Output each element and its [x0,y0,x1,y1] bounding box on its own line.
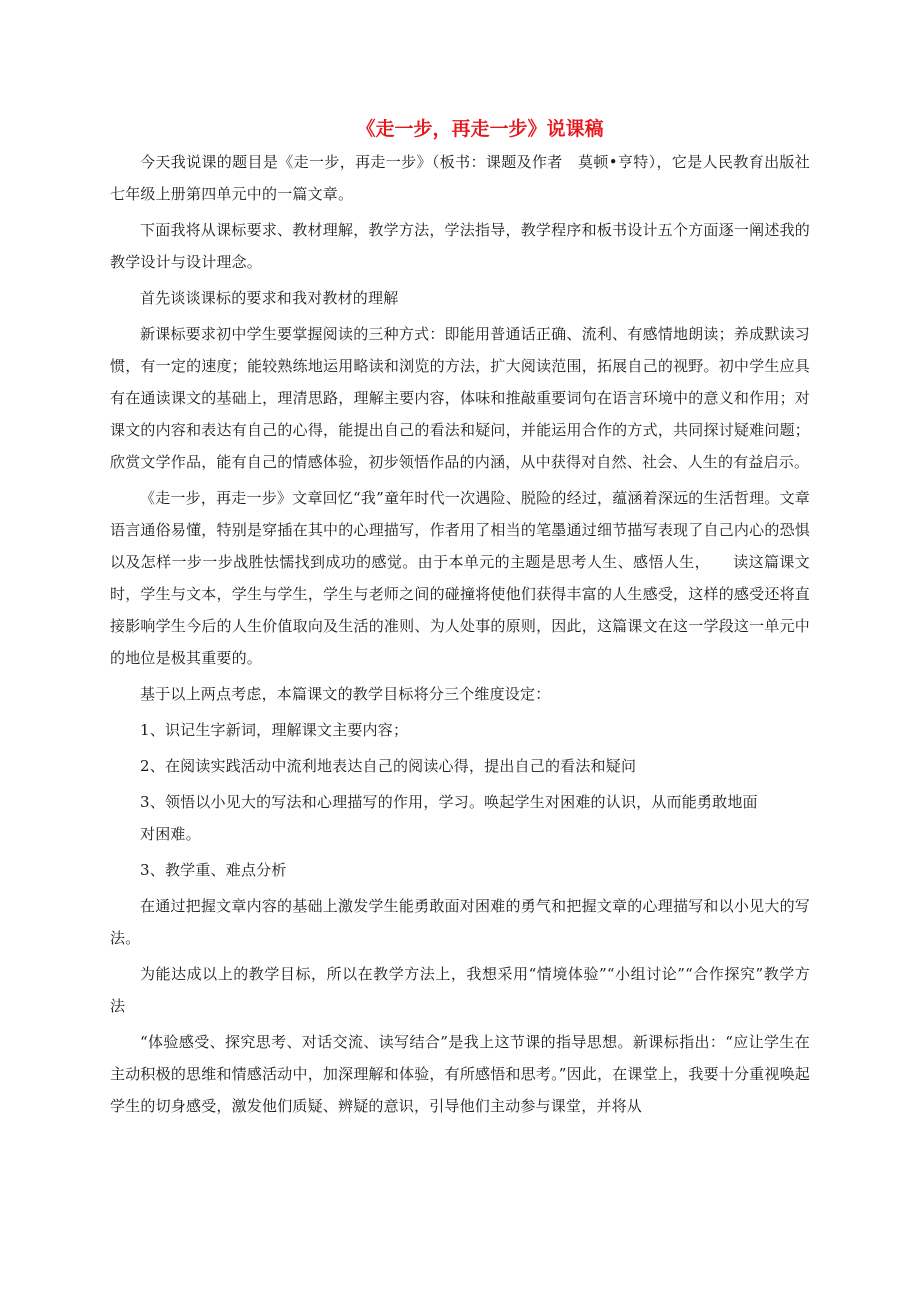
paragraph-key-points: 在通过把握文章内容的基础上激发学生能勇敢面对困难的勇气和把握文章的心理描写和以小见大的写法。 [110,897,810,947]
paragraph-goal-1: 1、识记生字新词，理解课文主要内容； [140,721,409,739]
paragraph-goal-2: 2、在阅读实践活动中流利地表达自己的阅读心得，提出自己的看法和疑问 [140,757,637,775]
paragraph-methods: 为能达成以上的教学目标，所以在教学方法上，我想采用“情境体验”“小组讨论”“合作探究”教学方法 [110,965,810,1015]
paragraph-goal-3: 3、领悟以小见大的写法和心理描写的作用，学习。唤起学生对困难的认识，从而能勇敢地面 [140,793,758,811]
paragraph-intro: 今天我说课的题目是《走一步，再走一步》（板书：课题及作者 莫顿•亨特），它是人民教育出版社七年级上册第四单元中的一篇文章。 [110,153,810,203]
paragraph-goal-3-continued: 对困难。 [140,825,201,843]
paragraph-section-heading: 首先谈谈课标的要求和我对教材的理解 [140,289,399,307]
paragraph-goals-intro: 基于以上两点考虑，本篇课文的教学目标将分三个维度设定： [140,685,551,703]
paragraph-key-points-heading: 3、教学重、难点分析 [140,861,287,879]
document-title: 《走一步，再走一步》说课稿 [356,118,604,140]
paragraph-overview: 下面我将从课标要求、教材理解，教学方法，学法指导，教学程序和板书设计五个方面逐一阐述我的教学设计与设计理念。 [110,221,810,271]
paragraph-text-analysis: 《走一步，再走一步》文章回忆“我”童年时代一次遇险、脱险的经过，蕴涵着深远的生活哲理。文章语言通俗易懂，特别是穿插在其中的心理描写，作者用了相当的笔墨通过细节描写表现了自己内心的恐惧以及怎样一步一步战胜怯懦找到成功的感觉。由于本单元的主题是思考人生、感悟人生， 读这篇课文时，学生与文本，学生与学生，学生与老师之间的碰撞将使他们获得丰富的人生感受，这样的感受还将直接影响学生今后的人生价值取向及生活的准则、为人处事的原则，因此，这篇课文在这一学段这一单元中的地位是极其重要的。 [110,489,810,667]
document-page [110,112,810,1122]
paragraph-curriculum: 新课标要求初中学生要掌握阅读的三种方式：即能用普通话正确、流利、有感情地朗读；养成默读习惯，有一定的速度；能较熟练地运用略读和浏览的方法，扩大阅读范围，拓展自己的视野。初中学生应具有在通读课文的基础上，理清思路，理解主要内容，体味和推敲重要词句在语言环境中的意义和作用；对课文的内容和表达有自己的心得，能提出自己的看法和疑问，并能运用合作的方式，共同探讨疑难问题；欣赏文学作品，能有自己的情感体验，初步领悟作品的内涵，从中获得对自然、社会、人生的有益启示。 [110,325,810,471]
paragraph-guiding-idea: “体验感受、探究思考、对话交流、读写结合”是我上这节课的指导思想。新课标指出：“应让学生在主动积极的思维和情感活动中，加深理解和体验，有所感悟和思考。”因此，在课堂上，我要十分重视唤起学生的切身感受，激发他们质疑、辨疑的意识，引导他们主动参与课堂，并将从 [110,1033,810,1115]
